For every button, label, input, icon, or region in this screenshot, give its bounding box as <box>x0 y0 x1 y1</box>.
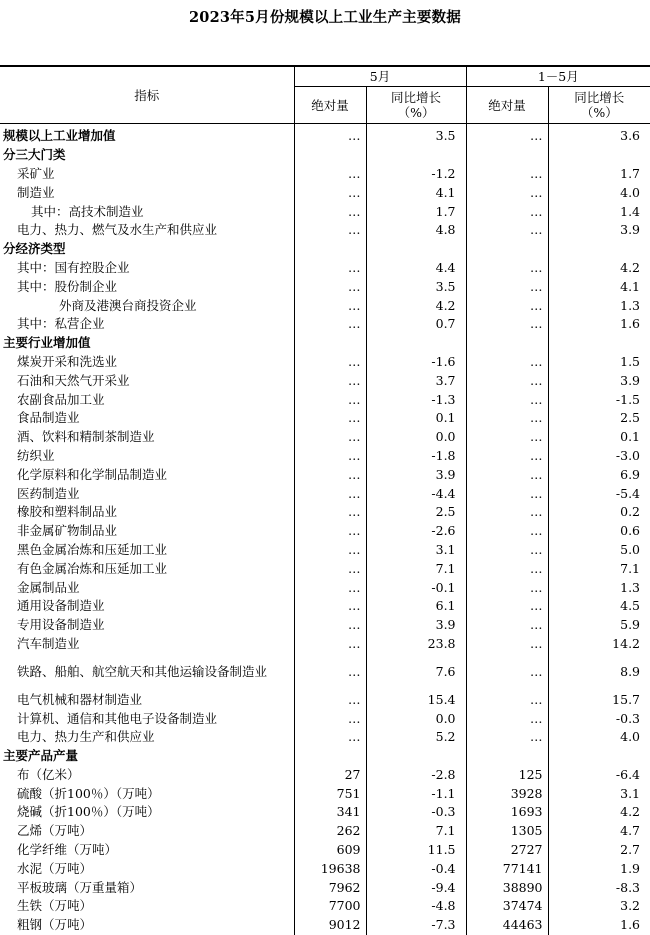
cell-yoy-ytd: 3.2 <box>548 897 650 916</box>
cell-yoy-may: -2.8 <box>366 766 466 785</box>
cell-yoy-may: -0.1 <box>366 578 466 597</box>
cell-absolute-ytd: … <box>466 390 548 409</box>
cell-absolute-ytd: … <box>466 653 548 690</box>
cell-absolute-ytd: … <box>466 728 548 747</box>
section-row <box>0 146 650 165</box>
row-label: 煤炭开采和洗选业 <box>17 353 118 369</box>
cell-absolute-ytd: … <box>466 465 548 484</box>
cell-yoy-may: 1.7 <box>366 202 466 221</box>
cell-yoy-may: 4.2 <box>366 296 466 315</box>
cell-absolute-ytd: … <box>466 221 548 240</box>
cell-absolute-may: … <box>294 296 366 315</box>
cell-yoy-ytd: 2.7 <box>548 841 650 860</box>
row-label: 非金属矿物制品业 <box>17 523 118 539</box>
cell-absolute-may: … <box>294 465 366 484</box>
cell-absolute-ytd: … <box>466 578 548 597</box>
cell-yoy-may: 3.5 <box>366 277 466 296</box>
table-row <box>0 371 650 390</box>
row-label: 乙烯（万吨） <box>17 823 93 839</box>
cell-absolute-ytd: … <box>466 277 548 296</box>
cell-yoy-ytd: -3.0 <box>548 447 650 466</box>
cell-absolute-ytd: … <box>466 315 548 334</box>
cell-absolute-ytd: 3928 <box>466 784 548 803</box>
cell-yoy-may: -1.6 <box>366 353 466 372</box>
cell-yoy-ytd: 1.6 <box>548 916 650 935</box>
cell-yoy-may: -0.3 <box>366 803 466 822</box>
table-row <box>0 578 650 597</box>
cell-absolute-may: … <box>294 709 366 728</box>
cell-yoy-may: -0.4 <box>366 859 466 878</box>
cell-absolute-ytd: … <box>466 202 548 221</box>
table-row <box>0 635 650 654</box>
cell-absolute-ytd <box>466 240 548 259</box>
table-row <box>0 296 650 315</box>
page-title: 2023年5月份规模以上工业生产主要数据 <box>189 9 461 26</box>
cell-yoy-may <box>366 146 466 165</box>
header-yoy-label: 同比增长 <box>391 90 442 105</box>
cell-absolute-may: … <box>294 690 366 709</box>
cell-yoy-ytd: 14.2 <box>548 635 650 654</box>
row-label: 纺织业 <box>17 447 55 463</box>
cell-absolute-may: … <box>294 597 366 616</box>
cell-absolute-ytd: 1305 <box>466 822 548 841</box>
cell-absolute-may: … <box>294 428 366 447</box>
cell-absolute-may: … <box>294 165 366 184</box>
cell-absolute-may: … <box>294 371 366 390</box>
header-yoy-label: 同比增长 <box>574 90 625 105</box>
table-row <box>0 803 650 822</box>
row-label: 布（亿米） <box>17 766 80 782</box>
cell-absolute-may: … <box>294 277 366 296</box>
table-row <box>0 766 650 785</box>
header-absolute-may: 绝对量 <box>294 87 366 124</box>
cell-yoy-ytd <box>548 146 650 165</box>
cell-absolute-ytd: … <box>466 296 548 315</box>
cell-absolute-may: … <box>294 124 366 146</box>
row-label: 金属制品业 <box>17 579 80 595</box>
cell-yoy-may <box>366 334 466 353</box>
row-label: 电力、热力生产和供应业 <box>17 729 155 745</box>
cell-absolute-may <box>294 240 366 259</box>
row-label: 食品制造业 <box>17 410 80 426</box>
cell-yoy-may: 23.8 <box>366 635 466 654</box>
table-row <box>0 315 650 334</box>
table-row <box>0 409 650 428</box>
cell-absolute-may: … <box>294 259 366 278</box>
table-row <box>0 259 650 278</box>
cell-absolute-may: … <box>294 183 366 202</box>
cell-absolute-may: … <box>294 728 366 747</box>
row-label: 通用设备制造业 <box>17 598 105 614</box>
cell-yoy-ytd: 1.4 <box>548 202 650 221</box>
cell-absolute-may: 609 <box>294 841 366 860</box>
cell-yoy-ytd: 15.7 <box>548 690 650 709</box>
header-period-may: 5月 <box>294 66 466 87</box>
cell-yoy-ytd: 1.3 <box>548 296 650 315</box>
row-label: 有色金属冶炼和压延加工业 <box>17 560 168 576</box>
table-row <box>0 202 650 221</box>
table-row <box>0 916 650 935</box>
cell-absolute-ytd: 125 <box>466 766 548 785</box>
table-row <box>0 353 650 372</box>
row-label: 医药制造业 <box>17 485 80 501</box>
row-label: 主要行业增加值 <box>3 335 91 351</box>
cell-absolute-ytd: … <box>466 447 548 466</box>
cell-absolute-may: … <box>294 221 366 240</box>
cell-yoy-may: 4.1 <box>366 183 466 202</box>
header-yoy-ytd <box>548 87 650 124</box>
cell-absolute-may: … <box>294 635 366 654</box>
cell-yoy-ytd: 5.9 <box>548 616 650 635</box>
section-row <box>0 240 650 259</box>
header-yoy-unit: （%） <box>397 105 435 120</box>
cell-absolute-ytd: … <box>466 259 548 278</box>
row-label: 电力、热力、燃气及水生产和供应业 <box>17 222 218 238</box>
table-row <box>0 390 650 409</box>
table-row <box>0 653 650 690</box>
row-label: 化学纤维（万吨） <box>17 842 118 858</box>
cell-absolute-ytd: … <box>466 541 548 560</box>
cell-absolute-may: … <box>294 559 366 578</box>
cell-yoy-may: -1.8 <box>366 447 466 466</box>
cell-yoy-may: 2.5 <box>366 503 466 522</box>
cell-absolute-ytd: 2727 <box>466 841 548 860</box>
row-label: 农副食品加工业 <box>17 391 105 407</box>
cell-absolute-ytd: … <box>466 353 548 372</box>
cell-absolute-ytd: … <box>466 709 548 728</box>
cell-absolute-may: 9012 <box>294 916 366 935</box>
cell-absolute-ytd: … <box>466 690 548 709</box>
cell-absolute-ytd: … <box>466 183 548 202</box>
table-row <box>0 897 650 916</box>
table-row <box>0 221 650 240</box>
row-label: 平板玻璃（万重量箱） <box>17 879 143 895</box>
cell-absolute-may: … <box>294 541 366 560</box>
cell-absolute-may: … <box>294 522 366 541</box>
cell-absolute-ytd: … <box>466 597 548 616</box>
row-label: 其中：私营企业 <box>17 316 105 332</box>
header-absolute-ytd: 绝对量 <box>466 87 548 124</box>
cell-yoy-ytd: 3.1 <box>548 784 650 803</box>
cell-yoy-may: -9.4 <box>366 878 466 897</box>
cell-absolute-may: … <box>294 390 366 409</box>
cell-absolute-may: … <box>294 484 366 503</box>
cell-yoy-may: 6.1 <box>366 597 466 616</box>
header-yoy-unit: （%） <box>580 105 618 120</box>
cell-yoy-ytd: 1.5 <box>548 353 650 372</box>
cell-yoy-ytd: 0.2 <box>548 503 650 522</box>
table-row <box>0 165 650 184</box>
cell-absolute-may: 7700 <box>294 897 366 916</box>
cell-yoy-ytd: 4.1 <box>548 277 650 296</box>
row-label: 化学原料和化学制品制造业 <box>17 466 168 482</box>
cell-absolute-ytd: … <box>466 165 548 184</box>
cell-yoy-may: 3.5 <box>366 124 466 146</box>
table-row <box>0 484 650 503</box>
cell-absolute-may: 19638 <box>294 859 366 878</box>
table-row <box>0 841 650 860</box>
row-label: 硫酸（折100％）（万吨） <box>17 785 160 801</box>
cell-absolute-may: … <box>294 616 366 635</box>
cell-yoy-ytd: -1.5 <box>548 390 650 409</box>
cell-absolute-ytd: … <box>466 559 548 578</box>
cell-absolute-may: … <box>294 409 366 428</box>
row-label: 采矿业 <box>17 165 55 181</box>
cell-absolute-ytd: 1693 <box>466 803 548 822</box>
cell-absolute-may: … <box>294 578 366 597</box>
cell-yoy-may <box>366 747 466 766</box>
cell-yoy-ytd: 8.9 <box>548 653 650 690</box>
row-label: 其中：股份制企业 <box>17 278 118 294</box>
table-row <box>0 822 650 841</box>
cell-yoy-ytd <box>548 334 650 353</box>
cell-yoy-may <box>366 240 466 259</box>
cell-absolute-may: 262 <box>294 822 366 841</box>
cell-yoy-ytd: 5.0 <box>548 541 650 560</box>
cell-yoy-may: 3.9 <box>366 616 466 635</box>
header-period-ytd: 1－5月 <box>466 66 650 87</box>
cell-yoy-may: -1.2 <box>366 165 466 184</box>
cell-absolute-ytd: … <box>466 484 548 503</box>
cell-yoy-ytd: 6.9 <box>548 465 650 484</box>
cell-absolute-ytd <box>466 146 548 165</box>
cell-yoy-ytd: 3.9 <box>548 371 650 390</box>
header-indicator: 指标 <box>0 66 294 124</box>
cell-absolute-may <box>294 146 366 165</box>
cell-absolute-may: … <box>294 202 366 221</box>
section-row <box>0 334 650 353</box>
cell-yoy-may: 7.1 <box>366 559 466 578</box>
cell-yoy-may: 3.7 <box>366 371 466 390</box>
row-label: 制造业 <box>17 184 55 200</box>
cell-yoy-ytd: 0.1 <box>548 428 650 447</box>
row-label: 专用设备制造业 <box>17 617 105 633</box>
table-row <box>0 428 650 447</box>
row-label: 铁路、船舶、航空航天和其他运输设备制造业 <box>17 664 268 680</box>
cell-yoy-ytd: 4.5 <box>548 597 650 616</box>
cell-absolute-may: 27 <box>294 766 366 785</box>
cell-yoy-may: -4.4 <box>366 484 466 503</box>
table-row <box>0 597 650 616</box>
cell-yoy-ytd: -6.4 <box>548 766 650 785</box>
cell-yoy-may: 0.0 <box>366 428 466 447</box>
cell-yoy-ytd <box>548 747 650 766</box>
cell-yoy-may: 15.4 <box>366 690 466 709</box>
row-label: 水泥（万吨） <box>17 860 93 876</box>
table-row <box>0 728 650 747</box>
cell-yoy-may: 7.6 <box>366 653 466 690</box>
cell-yoy-may: 0.0 <box>366 709 466 728</box>
table-row <box>0 447 650 466</box>
table-row <box>0 690 650 709</box>
cell-absolute-may: 7962 <box>294 878 366 897</box>
table-row <box>0 709 650 728</box>
table-row <box>0 503 650 522</box>
cell-yoy-ytd: -8.3 <box>548 878 650 897</box>
cell-absolute-ytd: 38890 <box>466 878 548 897</box>
table-row <box>0 183 650 202</box>
row-label: 黑色金属冶炼和压延加工业 <box>17 541 168 557</box>
cell-yoy-may: 3.9 <box>366 465 466 484</box>
cell-absolute-may: 751 <box>294 784 366 803</box>
cell-absolute-may <box>294 334 366 353</box>
cell-absolute-ytd: … <box>466 503 548 522</box>
cell-yoy-ytd: 1.3 <box>548 578 650 597</box>
cell-yoy-ytd <box>548 240 650 259</box>
cell-absolute-may: … <box>294 315 366 334</box>
cell-absolute-ytd: 44463 <box>466 916 548 935</box>
cell-yoy-ytd: 1.7 <box>548 165 650 184</box>
cell-absolute-may: … <box>294 653 366 690</box>
cell-yoy-may: 0.7 <box>366 315 466 334</box>
cell-yoy-ytd: 7.1 <box>548 559 650 578</box>
row-label: 分经济类型 <box>3 241 66 257</box>
row-label: 生铁（万吨） <box>17 898 93 914</box>
section-row <box>0 124 650 146</box>
cell-yoy-ytd: 4.0 <box>548 183 650 202</box>
table-row <box>0 541 650 560</box>
cell-yoy-may: -2.6 <box>366 522 466 541</box>
cell-yoy-ytd: 4.0 <box>548 728 650 747</box>
cell-yoy-ytd: 4.2 <box>548 803 650 822</box>
cell-yoy-may: -1.3 <box>366 390 466 409</box>
cell-absolute-may: … <box>294 447 366 466</box>
cell-yoy-ytd: 1.9 <box>548 859 650 878</box>
cell-yoy-ytd: 1.6 <box>548 315 650 334</box>
cell-absolute-ytd: … <box>466 635 548 654</box>
cell-yoy-may: 4.8 <box>366 221 466 240</box>
cell-yoy-may: 7.1 <box>366 822 466 841</box>
table-row <box>0 559 650 578</box>
cell-absolute-ytd: … <box>466 124 548 146</box>
row-label: 规模以上工业增加值 <box>3 128 116 144</box>
row-label: 烧碱（折100％）（万吨） <box>17 804 160 820</box>
cell-yoy-may: 4.4 <box>366 259 466 278</box>
table-row <box>0 277 650 296</box>
cell-absolute-ytd: 77141 <box>466 859 548 878</box>
row-label: 其中：高技术制造业 <box>31 203 144 219</box>
row-label: 石油和天然气开采业 <box>17 372 130 388</box>
table-row <box>0 859 650 878</box>
cell-yoy-may: 5.2 <box>366 728 466 747</box>
cell-yoy-ytd: 4.2 <box>548 259 650 278</box>
cell-absolute-ytd: … <box>466 428 548 447</box>
table-row <box>0 616 650 635</box>
table-row <box>0 522 650 541</box>
cell-absolute-may: … <box>294 503 366 522</box>
cell-yoy-may: -1.1 <box>366 784 466 803</box>
section-row <box>0 747 650 766</box>
row-label: 分三大门类 <box>3 147 66 163</box>
cell-absolute-ytd: 37474 <box>466 897 548 916</box>
table-row <box>0 465 650 484</box>
table-header <box>0 66 650 124</box>
cell-absolute-ytd: … <box>466 522 548 541</box>
header-yoy-may <box>366 87 466 124</box>
cell-yoy-ytd: 4.7 <box>548 822 650 841</box>
cell-absolute-may: … <box>294 353 366 372</box>
cell-absolute-ytd <box>466 747 548 766</box>
row-label: 汽车制造业 <box>17 635 80 651</box>
cell-absolute-may: 341 <box>294 803 366 822</box>
cell-yoy-may: -7.3 <box>366 916 466 935</box>
cell-yoy-ytd: 0.6 <box>548 522 650 541</box>
cell-absolute-ytd: … <box>466 616 548 635</box>
cell-yoy-ytd: 3.6 <box>548 124 650 146</box>
cell-yoy-ytd: -0.3 <box>548 709 650 728</box>
cell-absolute-ytd <box>466 334 548 353</box>
table-row <box>0 878 650 897</box>
cell-yoy-ytd: -5.4 <box>548 484 650 503</box>
cell-yoy-ytd: 3.9 <box>548 221 650 240</box>
row-label: 主要产品产量 <box>3 748 79 764</box>
data-table <box>0 65 650 935</box>
cell-yoy-ytd: 2.5 <box>548 409 650 428</box>
cell-absolute-ytd: … <box>466 409 548 428</box>
cell-absolute-may <box>294 747 366 766</box>
row-label: 计算机、通信和其他电子设备制造业 <box>17 710 218 726</box>
row-label: 酒、饮料和精制茶制造业 <box>17 429 155 445</box>
table-row <box>0 784 650 803</box>
cell-absolute-ytd: … <box>466 371 548 390</box>
row-label: 电气机械和器材制造业 <box>17 691 143 707</box>
row-label: 外商及港澳台商投资企业 <box>59 297 197 313</box>
cell-yoy-may: 11.5 <box>366 841 466 860</box>
cell-yoy-may: 0.1 <box>366 409 466 428</box>
row-label: 其中：国有控股企业 <box>17 259 130 275</box>
cell-yoy-may: 3.1 <box>366 541 466 560</box>
table-body <box>0 124 650 935</box>
cell-yoy-may: -4.8 <box>366 897 466 916</box>
row-label: 橡胶和塑料制品业 <box>17 504 118 520</box>
row-label: 粗钢（万吨） <box>17 917 93 933</box>
